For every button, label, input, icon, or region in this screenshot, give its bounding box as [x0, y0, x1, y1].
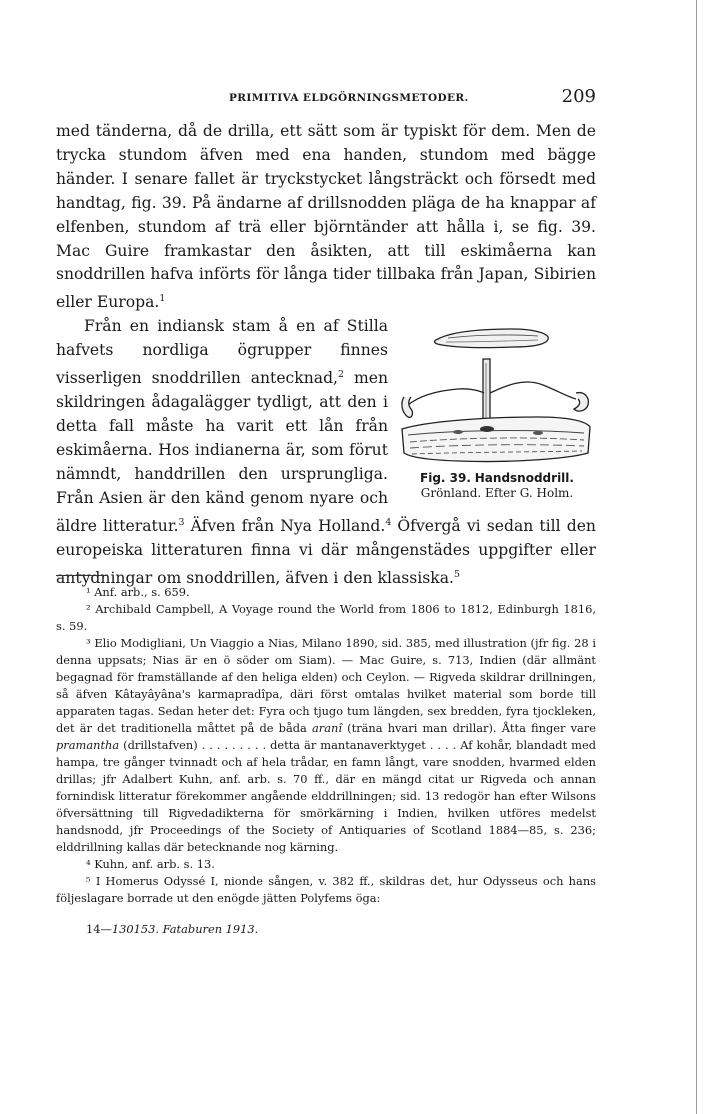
footnote-3-mark: ³ [86, 636, 91, 650]
footnote-3-text-b: (träna hvari man drillar). Åtta finger vare [342, 721, 596, 735]
footnote-3-text-a: Elio Modigliani, Un Viaggio a Nias, Milano 1890, sid. 385, med illustration (jfr fig. 28 i denna uppsats; Nias är en ö söder om Siam). — Mac Guire, s. 713, Indien (där allmänt begagnad för framställande af den heliga elden) och Ceylon. — Rigveda skildrar drillningen, så äfven Kâtayâyâna's karmapradîpa, däri först omtalas hvilket material som borde till apparaten tagas. Sedan heter det: Fyra och tjugo tum längden, sex bredden, fyra tjockleken, det är det traditionella måttet på de båda [56, 636, 597, 735]
footnote-ref-1: 1 [159, 293, 166, 305]
page-header [56, 88, 596, 112]
figure-label: Fig. 39. [420, 471, 471, 486]
signature-sheet: 14— [86, 922, 112, 936]
page-edge-line [696, 0, 697, 1114]
footnote-4 [56, 856, 596, 873]
footnote-divider [56, 575, 108, 576]
footnote-3-pramantha: pramantha [56, 738, 120, 752]
footnote-5-mark: ⁵ [86, 874, 91, 888]
footnote-2-text: Archibald Campbell, A Voyage round the World from 1806 to 1812, Edinburgh 1816, s. 59. [56, 602, 596, 633]
footnote-ref-5: 5 [453, 568, 460, 580]
footnote-1 [56, 584, 596, 601]
figure-39 [398, 317, 596, 501]
footnote-1-mark: ¹ [86, 585, 91, 599]
figure-title: Handsnoddrill. [474, 471, 574, 486]
footnote-4-text: Kuhn, anf. arb. s. 13. [94, 857, 215, 871]
footnote-4-mark: ⁴ [86, 857, 91, 871]
main-text [56, 120, 596, 591]
footnote-ref-4: 4 [385, 516, 392, 528]
paragraph-2-part-c: Äfven från Nya Holland. [184, 517, 386, 536]
paragraph-1-text: med tänderna, då de drilla, ett sätt som är typiskt för dem. Men de trycka stundom äfven med ena handen, stundom med bägge händer. I senare fallet är tryckstycket långsträckt och försedt med handtag, fig. 39. På ändarne af drillsnodden pläga de ha knappar af elfenben, stundom af trä eller björntänder att hålla i, se fig. 39. Mac Guire framkastar den åsikten, att till eskimåerna kan snoddrillen hafva införts för långa tider tillbaka från Japan, Sibirien eller Europa. [56, 122, 596, 312]
footnote-3 [56, 635, 596, 856]
figure-caption [398, 471, 596, 501]
footnote-5-text: I Homerus Odyssé I, nionde sången, v. 382 ff., skildras det, hur Odysseus och hans följeslagare borrade ut den enögde jätten Polyfems öga: [56, 874, 596, 905]
paragraph-1 [56, 120, 596, 315]
hand-bow-drill-illustration [398, 317, 596, 465]
footnote-ref-3: 3 [178, 516, 185, 528]
paragraph-2-part-b: men skildringen ådagalägger tydligt, att den i detta fall måste ha varit ett lån från eskimåerna. Hos indianerna är, som förut nämndt, handdrillen den ursprungliga. Från Asien är den känd genom nyare och äldre litteratur. [56, 369, 388, 536]
footnotes [56, 584, 596, 907]
paragraph-2-part-a: Från en indiansk stam å en af Stilla hafvets nordliga ögrupper finnes visserligen snoddrillen antecknad, [56, 317, 388, 388]
footnote-2 [56, 601, 596, 635]
signature-job: 130153. Fataburen 1913. [111, 922, 259, 936]
footnote-ref-2: 2 [338, 369, 344, 381]
running-title: PRIMITIVA ELDGÖRNINGSMETODER. [229, 92, 469, 104]
footnote-2-mark: ² [86, 602, 91, 616]
figure-credit: Grönland. Efter G. Holm. [420, 486, 574, 501]
paragraph-2-part-d: Öfvergå vi sedan till den europeiska litteraturen finna vi där mångenstädes uppgifter eller antydningar om snoddrillen, äfven i den klassiska. [56, 517, 596, 588]
footnote-3-arani: aranî [312, 721, 343, 735]
footnote-3-text-c: (drillstafven) . . . . . . . . . detta är mantanaverktyget . . . . Af kohår, blandadt med hampa, tre gånger tvinnadt och af hela trådar, en famn långt, vare snodden, hvarmed elden drillas; jfr Adalbert Kuhn, anf. arb. s. 70 ff., där en mängd citat ur Rigveda och annan fornindisk litteratur förekommer angående elddrillningen; sid. 13 redogör han efter Wilsons öfversättning till Rigvedadikterna för smörkärning i Indien, hvilken utföres medelst handsnodd, jfr Proceedings of the Society of Antiquaries of Scotland 1884—85, s. 236; elddrillning kallas där betecknande nog kärning. [56, 738, 596, 854]
footnote-5 [56, 873, 596, 907]
footnote-1-text: Anf. arb., s. 659. [94, 585, 190, 599]
printer-signature [86, 922, 258, 936]
page-number: 209 [561, 86, 596, 107]
